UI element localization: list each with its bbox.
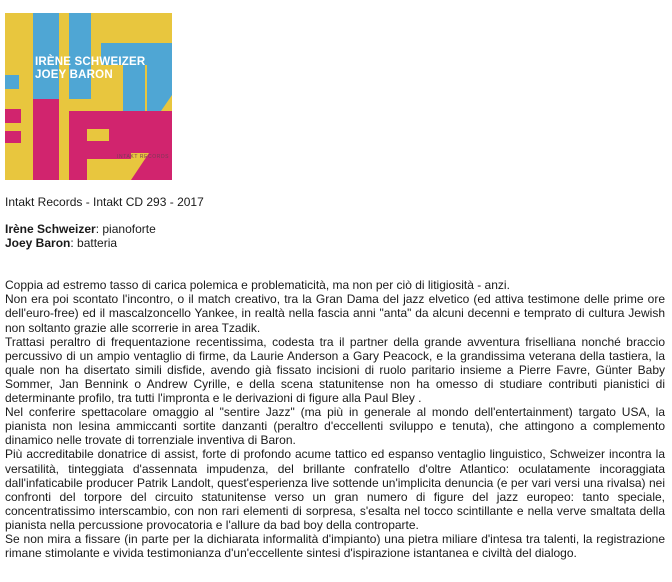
review-paragraph: Nel conferire spettacolare omaggio al "sentire Jazz" (ma più in generale al mondo dell'entertainment) targato USA, la pianista non lesina ammiccanti sortite danzanti (peraltro d'eccellenti sviluppo e tenuta), che attingono a complemento dinamico nelle trovate di torrenziale inventiva di Baron. xyxy=(5,405,665,448)
review-article xyxy=(5,195,665,560)
musician-name: Joey Baron xyxy=(5,236,71,251)
musician-role: : pianoforte xyxy=(95,222,156,237)
review-paragraph: Non era poi scontato l'incontro, o il match creativo, tra la Gran Dama del jazz elvetico (ed attiva testimone delle prime ore dell'euro-free) ed il mascalzoncello Yankee, in realtà nella fascia anni "anta" da alcuni decenni e temprato di cultura Jewish non soltanto grazie alle scorrerie in area Tzadik. xyxy=(5,292,665,335)
album-cover xyxy=(5,13,172,180)
credit-line xyxy=(5,222,665,236)
review-paragraph: Più accreditabile donatrice di assist, forte di profondo acume tattico ed espanso ventaglio linguistico, Schweizer incontra la versatilità, tinteggiata d'assennata impudenza, del brillante confratello d'oltre Atlantico: oculatamente incoraggiata dall'infaticabile producer Patrik Landolt, quest'esperienza live sottende un'implicita denuncia (e per vari versi una rivalsa) nei confronti del torpore del circuito statunitense verso un gran numero di figure del jazz europeo: tanto speciale, concentratissimo interscambio, con non rari elementi di sorpresa, s'esalta nel tocco scintillante e nella verve smaltata della pianista nella percussione provocatoria e l'allure da bad boy della controparte. xyxy=(5,447,665,532)
review-paragraph: Coppia ad estremo tasso di carica polemica e problematicità, ma non per ciò di litigiosità - anzi. xyxy=(5,278,510,293)
cover-label-text: INTAKT RECORDS xyxy=(117,154,170,160)
release-info: Intakt Records - Intakt CD 293 - 2017 xyxy=(5,195,204,209)
musician-role: : batteria xyxy=(70,236,118,251)
musician-name: Irène Schweizer xyxy=(5,222,96,237)
cover-artist-name: IRÈNE SCHWEIZER xyxy=(35,56,146,68)
credit-line xyxy=(5,236,665,250)
review-body xyxy=(5,278,665,560)
review-paragraph: Se non mira a fissare (in parte per la dichiarata informalità d'impianto) una pietra miliare d'intesa tra talenti, la registrazione rimane stimolante e vivida testimonianza d'un'eccellente sintesi d'ispirazione istantanea e civiltà del dialogo. xyxy=(5,531,665,561)
cover-artist-name: JOEY BARON xyxy=(35,69,113,81)
credits-list xyxy=(5,222,665,250)
review-paragraph: Trattasi peraltro di frequentazione recentissima, codesta tra il partner della grande avventura friselliana nonché braccio percussivo di un ampio ventaglio di firme, da Laurie Anderson a Gary Peacock, e la grandissima veterana della tastiera, la quale non ha disertato simili disfide, avendo già fissato incisioni di ruolo paritario insieme a Pierre Favre, Günter Baby Sommer, Jan Bennink o Andrew Cyrille, e della scena statunitense non ha omesso di studiare contributi pianistici di determinante profilo, tra tutti l'impronta e le derivazioni di figure alla Paul Bley . xyxy=(5,334,665,406)
